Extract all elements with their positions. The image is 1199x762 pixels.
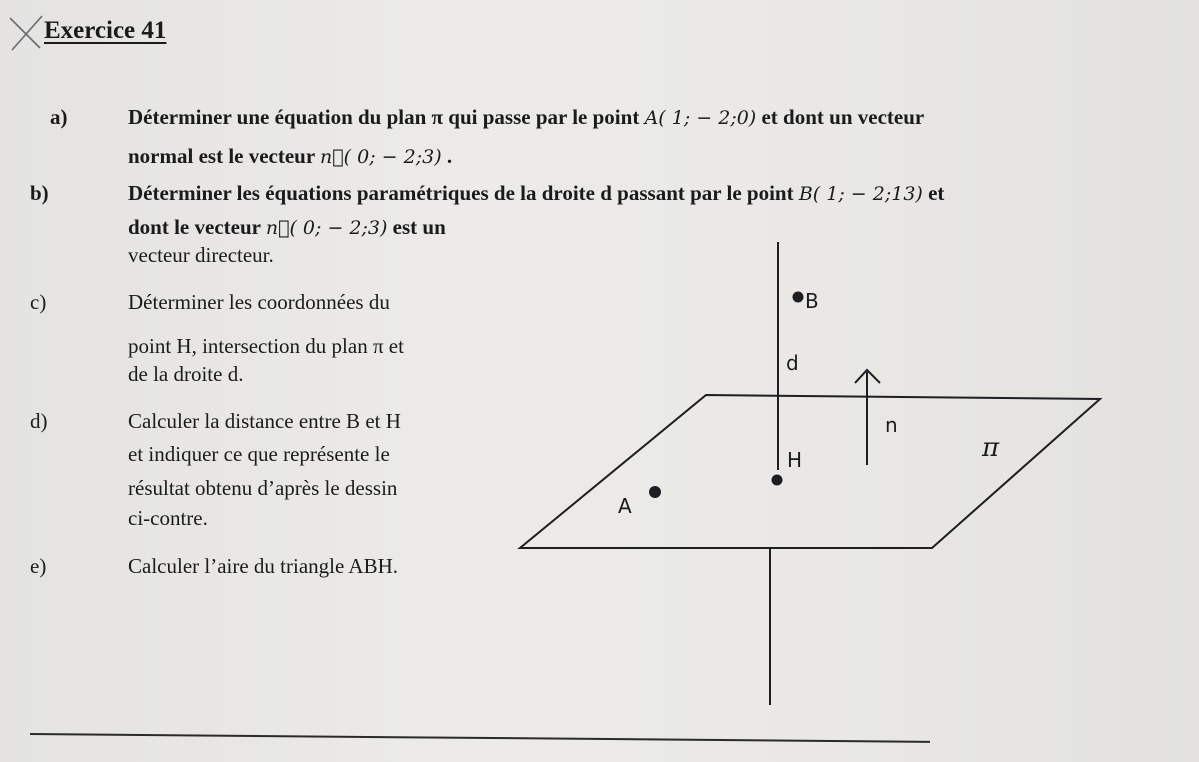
exercise-title: Exercice 41 [44, 17, 167, 44]
label-plane-pi: π [982, 433, 1000, 463]
question-d-label: d) [30, 409, 48, 433]
point-b-coordinates: B( 1; − 2;13) [798, 183, 923, 205]
point-b-marker [793, 292, 804, 303]
question-c-label: c) [30, 290, 47, 314]
question-d-line3: résultat obtenu d’après le dessin [128, 476, 398, 500]
question-e-label: e) [30, 554, 47, 578]
question-b-line3: vecteur directeur. [128, 243, 274, 267]
direction-vector: n⃗( 0; − 2;3) [265, 217, 388, 239]
question-b-line2: dont le vecteur n⃗( 0; − 2;3) est un [128, 215, 446, 239]
question-c-line3: de la droite d. [128, 362, 244, 386]
point-h-marker [772, 475, 783, 486]
label-line-d: d [786, 351, 799, 375]
question-b-label: b) [30, 181, 49, 205]
question-a-line2: normal est le vecteur n⃗( 0; − 2;3) . [128, 144, 453, 168]
normal-vector: n⃗( 0; − 2;3) [320, 146, 442, 168]
plane-pi-shape [520, 395, 1100, 548]
question-a-line1: Déterminer une équation du plan π qui passe par le point A( 1; − 2;0) et dont un vecteur [128, 105, 925, 129]
point-a-coordinates: A( 1; − 2;0) [644, 107, 757, 129]
question-e-line1: Calculer l’aire du triangle ABH. [128, 554, 398, 578]
question-c-line1: Déterminer les coordonnées du [128, 290, 390, 314]
point-a-marker [649, 486, 661, 498]
question-d-line1: Calculer la distance entre B et H [128, 409, 401, 433]
label-point-b: B [805, 289, 819, 313]
label-point-h: H [787, 448, 803, 472]
question-a-label: a) [50, 105, 68, 129]
question-d-line2: et indiquer ce que représente le [128, 442, 390, 466]
question-c-line2: point H, intersection du plan π et [128, 334, 404, 358]
label-vector-n: n [885, 413, 898, 437]
question-b-line1: Déterminer les équations paramétriques de la droite d passant par le point B( 1; − 2;13) et [128, 181, 945, 205]
label-point-a: A [618, 494, 632, 518]
question-d-line4: ci-contre. [128, 506, 208, 530]
